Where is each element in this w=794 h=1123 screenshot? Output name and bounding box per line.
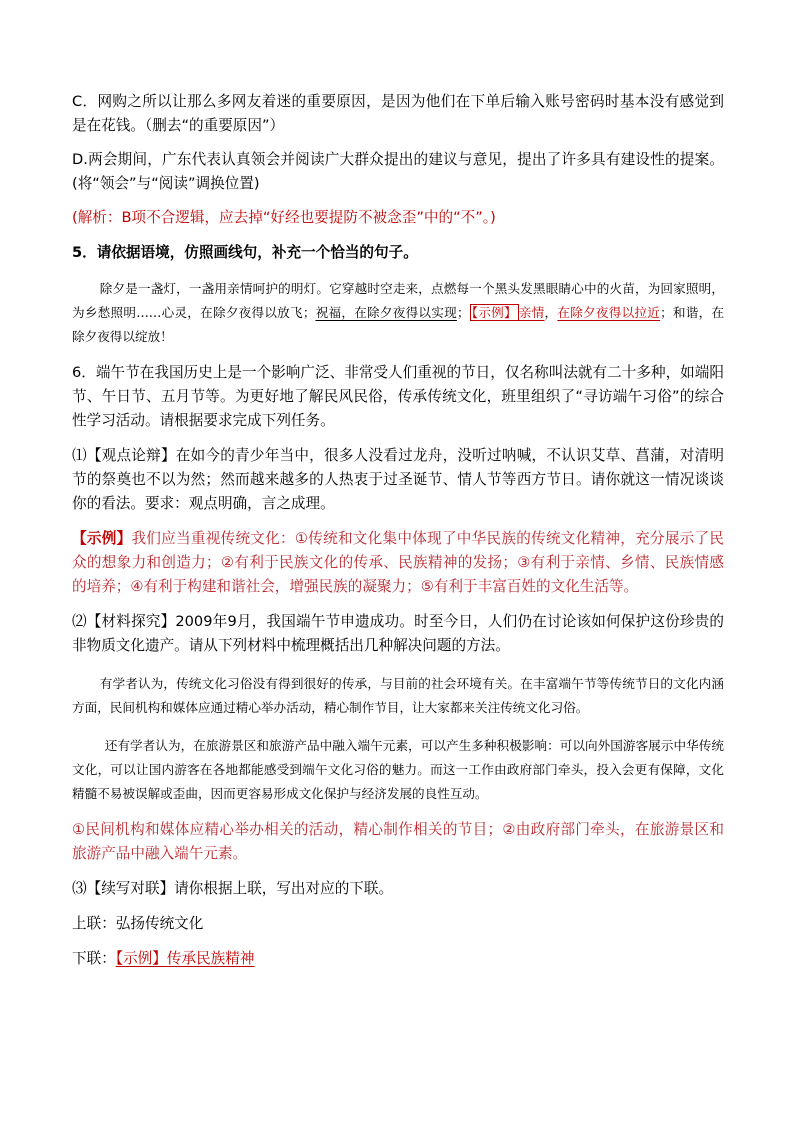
q6-material-1: 有学者认为，传统文化习俗没有得到很好的传承，与目前的社会环境有关。在丰富端午节等传统节日的文化内涵方面，民间机构和媒体应通过精心举办活动，精心制作节目，让大家都来关注传统文化习俗。 — [72, 676, 724, 715]
q5-prompt: 5．请依据语境，仿照画线句，补充一个恰当的句子。 — [72, 244, 418, 261]
q5-passage-start: 除夕是一盏灯，一盏用亲情呵护的明灯。它穿越时空走来，点燃每一个黑头发黑眼睛心中的火苗，为回家照明，为乡愁照明……心灵，在除夕夜得以放飞； — [72, 281, 724, 320]
q6-intro: 6．端午节在我国历史上是一个影响广泛、非常受人们重视的节日，仅名称叫法就有二十多种，如端阳节、午日节、五月节等。为更好地了解民风民俗，传承传统文化，班里组织了“寻访端午习俗”的综合性学习活动。请根据要求完成下列任务。 — [72, 364, 724, 429]
q6-sub1-example-tag: 【示例】 — [72, 530, 132, 547]
q6-sub2-answer: ①民间机构和媒体应精心举办相关的活动，精心制作相关的节目；②由政府部门牵头，在旅游景区和旅游产品中融入端午元素。 — [72, 821, 724, 862]
option-d: D.两会期间，广东代表认真领会并阅读广大群众提出的建议与意见，提出了许多具有建设性的提案。(将“领会”与“阅读”调换位置) — [72, 151, 724, 192]
q6-sub1-answer-text: 我们应当重视传统文化：①传统和文化集中体现了中华民族的传统文化精神，充分展示了民众的想象力和创造力；②有利于民族文化的传承、民族精神的发扬；③有利于亲情、乡情、民族情感的培养；④有利于构建和谐社会，增强民族的凝聚力；⑤有利于丰富百姓的文化生活等。 — [72, 530, 724, 595]
couplet-lower — [72, 947, 724, 971]
couplet-lower-example-tag: 【示例】 — [115, 950, 167, 967]
q5-passage — [72, 277, 724, 349]
q5-answer-word: 亲情 — [518, 305, 545, 320]
couplet-lower-label: 下联： — [72, 950, 116, 967]
q6-sub2-prompt: ⑵【材料探究】2009年9月，我国端午节申遗成功。时至今日，人们仍在讨论该如何保护这份珍贵的非物质文化遗产。请从下列材料中梳理概括出几种解决问题的方法。 — [72, 613, 724, 654]
q6-sub1-answer — [72, 527, 724, 599]
q6-material-2: 还有学者认为，在旅游景区和旅游产品中融入端午元素，可以产生多种积极影响：可以向外国游客展示中华传统文化，可以让国内游客在各地都能感受到端午文化习俗的魅力。而这一工作由政府部门牵头，投入会更有保障，文化精髓不易被误解或歪曲，因而更容易形成文化保护与经济发展的良性互动。 — [72, 738, 724, 801]
couplet-upper-text: 弘扬传统文化 — [115, 915, 204, 932]
option-c: C．网购之所以让那么多网友着迷的重要原因，是因为他们在下单后输入账号密码时基本没有感觉到是在花钱。（删去“的重要原因”） — [72, 93, 724, 134]
document-page — [72, 90, 724, 971]
q5-example-tag: 【示例】 — [471, 305, 517, 320]
q6-sub1-prompt: ⑴【观点论辩】在如今的青少年当中，很多人没看过龙舟，没听过呐喊，不认识艾草、菖蒲，对清明节的祭奠也不以为然；然而越来越多的人热衷于过圣诞节、情人节等西方节日。请你就这一情况谈谈你的看法。要求：观点明确，言之成理。 — [72, 447, 724, 512]
couplet-upper-label: 上联： — [72, 915, 116, 932]
q5-passage-end: ；和谐，在除夕夜得以绽放！ — [72, 305, 725, 344]
analysis-note: (解析：B项不合逻辑，应去掉“好经也要提防不被念歪”中的“不”。) — [72, 209, 496, 226]
q5-model-sentence: 祝福，在除夕夜得以实现 — [315, 305, 457, 320]
couplet-upper — [72, 912, 724, 936]
q5-answer-sep: ， — [544, 305, 558, 320]
q5-separator: ； — [456, 305, 470, 320]
q5-answer-rest: 在除夕夜得以拉近 — [557, 305, 661, 320]
q6-sub3-prompt: ⑶【续写对联】请你根据上联，写出对应的下联。 — [72, 880, 394, 897]
couplet-lower-text: 传承民族精神 — [166, 950, 255, 967]
